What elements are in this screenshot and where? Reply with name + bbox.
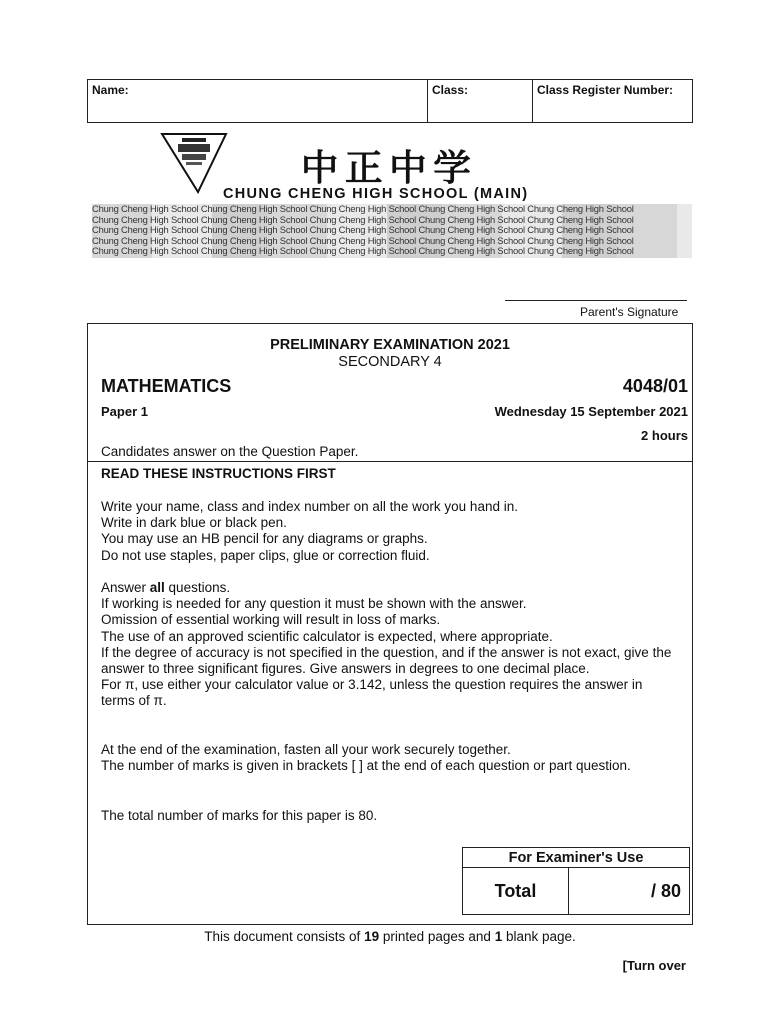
exam-duration: 2 hours [641,428,688,443]
signature-label: Parent's Signature [580,305,679,319]
printed-pages-count: 19 [364,929,380,944]
paper-number: Paper 1 [101,404,148,419]
instructions-heading: READ THESE INSTRUCTIONS FIRST [101,466,336,481]
footer-prefix: This document consists of [204,929,365,944]
exam-date: Wednesday 15 September 2021 [494,404,688,419]
exam-title: PRELIMINARY EXAMINATION 2021 [270,337,510,353]
instruction-line: If working is needed for any question it must be shown with the answer. [101,596,527,612]
instructions-group-3 [101,742,679,774]
exam-level: SECONDARY 4 [338,354,442,370]
instruction-line: The number of marks is given in brackets [ ] at the end of each question or part question. [101,758,631,774]
total-marks-note: The total number of marks for this paper is 80. [101,808,378,823]
school-chinese-name: 中正中学 [300,147,478,189]
instruction-line: If the degree of accuracy is not specified in the question, and if the answer is not exact, give the answer to three significant figures. Give answers in degrees to one decimal place. [101,644,672,677]
class-field[interactable] [428,80,533,122]
instruction-line: For π, use either your calculator value or 3.142, unless the question requires the answer in terms of π. [101,677,643,709]
name-field[interactable] [88,80,428,122]
instructions-group-2 [101,580,679,710]
examiner-use-heading: For Examiner's Use [463,848,689,868]
answer-suffix: questions. [164,580,231,595]
candidate-info-table [87,79,693,123]
footer-middle: printed pages and [379,929,495,944]
instruction-line: At the end of the examination, fasten all your work securely together. [101,742,511,757]
footer-suffix: blank page. [502,929,576,944]
answer-prefix: Answer [101,580,150,595]
turn-over-label: [Turn over [622,958,686,973]
instruction-line: Write your name, class and index number on all the work you hand in. [101,499,518,514]
examiner-use-box [462,847,690,915]
total-label: Total [463,868,569,914]
register-number-label: Class Register Number: [537,83,674,97]
signature-line[interactable] [505,300,687,301]
answer-bold: all [149,580,165,595]
paper-code: 4048/01 [622,376,688,396]
subject-name: MATHEMATICS [101,376,232,396]
instruction-line: Do not use staples, paper clips, glue or correction fluid. [101,547,430,563]
instruction-line: Omission of essential working will result in loss of marks. [101,612,441,628]
instruction-line: The use of an approved scientific calculator is expected, where appropriate. [101,628,553,644]
school-crest-icon [160,132,228,194]
name-label: Name: [92,83,129,97]
school-watermark-banner: Chung Cheng High School Chung Cheng High School Chung Cheng High School Chung Cheng High School Chung Cheng High School Chung Cheng High School Chung Cheng High School Chung Cheng High School Chung Cheng High School Chung Cheng High School Chung Cheng High School Chung Cheng High School Chung Cheng High School Chung Cheng High School Chung Cheng High School Chung Cheng High School Chung Cheng High School Chung Cheng High School Chung Cheng High School Chung Cheng High School Chung Cheng High School Chung Cheng High School Chung Cheng High School Chung Cheng High School Chung Cheng High School [92,204,692,258]
instruction-line: You may use an HB pencil for any diagrams or graphs. [101,531,428,547]
candidate-note: Candidates answer on the Question Paper. [101,444,359,459]
school-english-name: CHUNG CHENG HIGH SCHOOL (MAIN) [223,186,529,202]
page-count-note [87,929,693,944]
blank-pages-count: 1 [494,929,503,944]
instructions-group-1 [101,499,679,564]
section-divider [87,461,693,462]
instruction-line [101,580,679,596]
class-label: Class: [432,83,469,97]
instruction-line: Write in dark blue or black pen. [101,515,287,531]
total-marks-cell[interactable]: / 80 [650,881,681,901]
register-number-field[interactable] [533,80,692,122]
